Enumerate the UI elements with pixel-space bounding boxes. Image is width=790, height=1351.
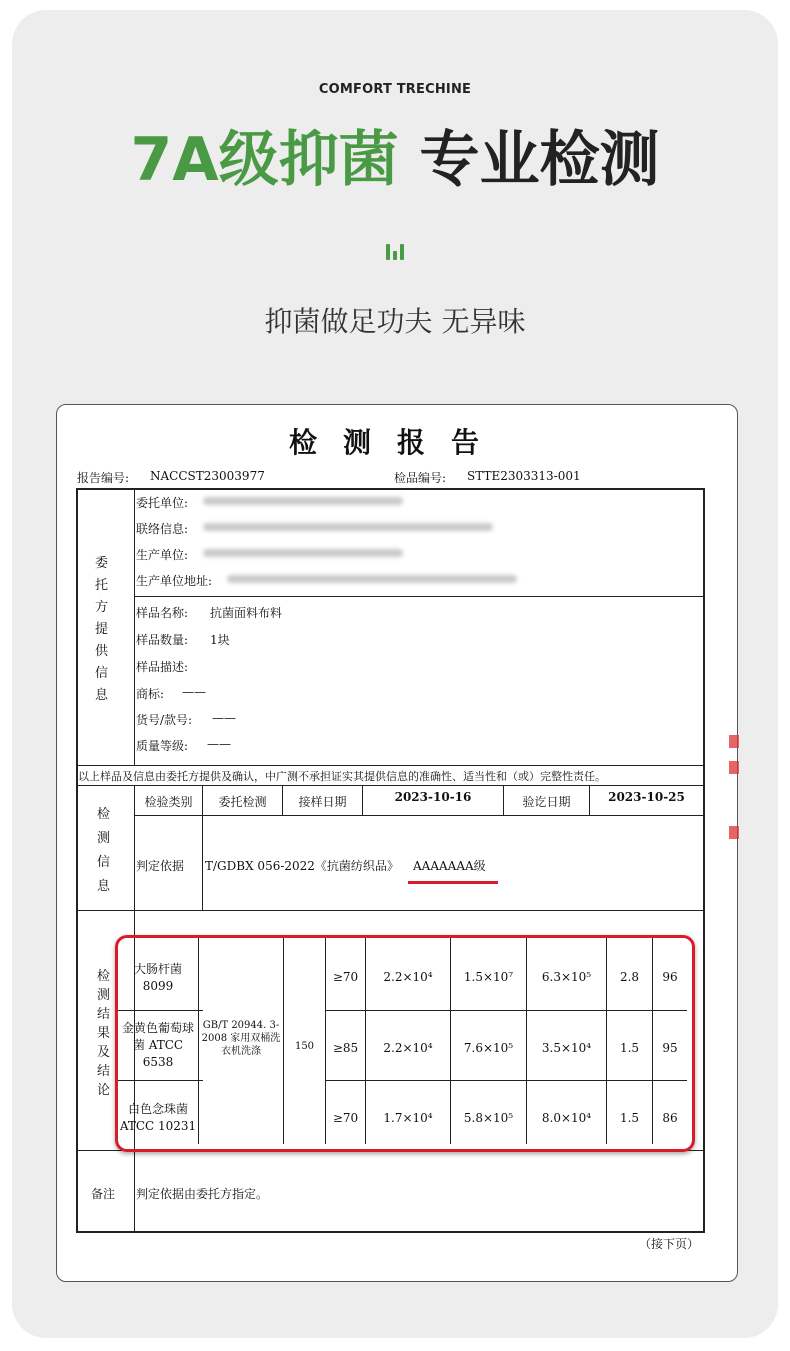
basis-grade: AAAAAAA级 (413, 859, 486, 873)
brand-label: COMFORT TRECHINE (318, 82, 472, 97)
basis-label: 判定依据 (136, 859, 185, 873)
result-row-value-2: 7.6×10⁵ (463, 1041, 514, 1055)
headline-dark: 专业检测 (419, 125, 660, 195)
basis-text: T/GDBX 056-2022《抗菌纺织品》 (205, 859, 399, 873)
disclaimer: 以上样品及信息由委托方提供及确认，中广测不承担证实其提供信息的准确性、适当性和（或）完整性责任。 (78, 770, 606, 783)
result-row-rate: 95 (662, 1041, 678, 1055)
test-type: 委托检测 (218, 795, 267, 809)
result-row-value-2: 5.8×10⁵ (463, 1111, 514, 1125)
wash-count: 150 (294, 1041, 315, 1052)
result-row-rate: 86 (662, 1111, 678, 1125)
item-no-label: 货号/款号: (136, 713, 193, 727)
sample-name: 抗菌面料布料 (210, 606, 283, 620)
wash-method: GB/T 20944. 3-2008 家用双桶洗衣机洗涤 (201, 1020, 281, 1057)
result-row-value-2: 1.5×10⁷ (463, 970, 514, 984)
sample-qty: 1块 (210, 633, 230, 647)
receive-date: 2023-10-16 (394, 790, 472, 804)
test-section-label: 检测信息 (97, 807, 111, 894)
client-field-manufacturer: 生产单位: (136, 548, 189, 562)
result-row-requirement: ≥85 (332, 1041, 359, 1055)
result-row-value-3: 3.5×10⁴ (541, 1041, 592, 1055)
sample-no: STTE2303313-001 (467, 469, 581, 483)
sample-desc-label: 样品描述: (136, 660, 189, 674)
subtitle: 抑菌做足功夫 无异味 (264, 305, 526, 338)
next-page-note: （接下页） (639, 1237, 700, 1251)
test-report-document (56, 404, 738, 1282)
grade-underline (408, 881, 498, 884)
test-type-label: 检验类别 (144, 795, 193, 809)
results-highlight-box (115, 935, 695, 1152)
headline (0, 124, 790, 196)
finish-date-label: 验讫日期 (522, 795, 571, 809)
stamp-edge (729, 735, 739, 865)
result-row-value-1: 2.2×10⁴ (383, 1041, 433, 1055)
finish-date: 2023-10-25 (608, 790, 685, 804)
result-row-name: 白色念珠菌 ATCC 10231 (119, 1102, 197, 1133)
remark-label: 备注 (91, 1187, 116, 1201)
client-field-unit: 委托单位: (136, 496, 189, 510)
report-title: 检测报告 (288, 426, 505, 459)
client-field-address: 生产单位地址: (136, 574, 213, 588)
result-row-value-3: 8.0×10⁴ (541, 1111, 592, 1125)
brand-field-value: —— (182, 685, 206, 699)
report-no-label: 报告编号: (77, 471, 130, 485)
item-no-value: —— (212, 711, 236, 725)
client-section-label: 委托方提供信息 (95, 556, 109, 703)
result-row-name: 金黄色葡萄球菌 ATCC 6538 (121, 1021, 194, 1069)
sample-qty-label: 样品数量: (136, 633, 189, 647)
result-row-value-4: 1.5 (619, 1041, 640, 1055)
result-row-value-3: 6.3×10⁵ (541, 970, 592, 984)
report-no: NACCST23003977 (150, 469, 265, 483)
headline-green: 7A级抑菌 (130, 125, 399, 195)
result-row-value-1: 2.2×10⁴ (383, 970, 433, 984)
receive-date-label: 接样日期 (298, 795, 347, 809)
client-field-contact: 联络信息: (136, 522, 189, 536)
result-row-rate: 96 (662, 970, 678, 984)
grade-value: —— (207, 737, 231, 751)
sample-no-label: 检品编号: (394, 471, 447, 485)
grade-label: 质量等级: (136, 739, 189, 753)
result-row-value-4: 2.8 (619, 970, 640, 984)
result-row-name: 大肠杆菌 8099 (133, 962, 182, 993)
brand-field-label: 商标: (136, 687, 165, 701)
result-row-value-4: 1.5 (619, 1111, 640, 1125)
remark-text: 判定依据由委托方指定。 (136, 1187, 269, 1201)
sample-name-label: 样品名称: (136, 606, 189, 620)
result-row-value-1: 1.7×10⁴ (383, 1111, 433, 1125)
result-section-label: 检测结果及结论 (97, 969, 111, 1098)
bars-icon (386, 244, 406, 260)
result-row-requirement: ≥70 (332, 970, 359, 984)
result-row-requirement: ≥70 (332, 1111, 359, 1125)
